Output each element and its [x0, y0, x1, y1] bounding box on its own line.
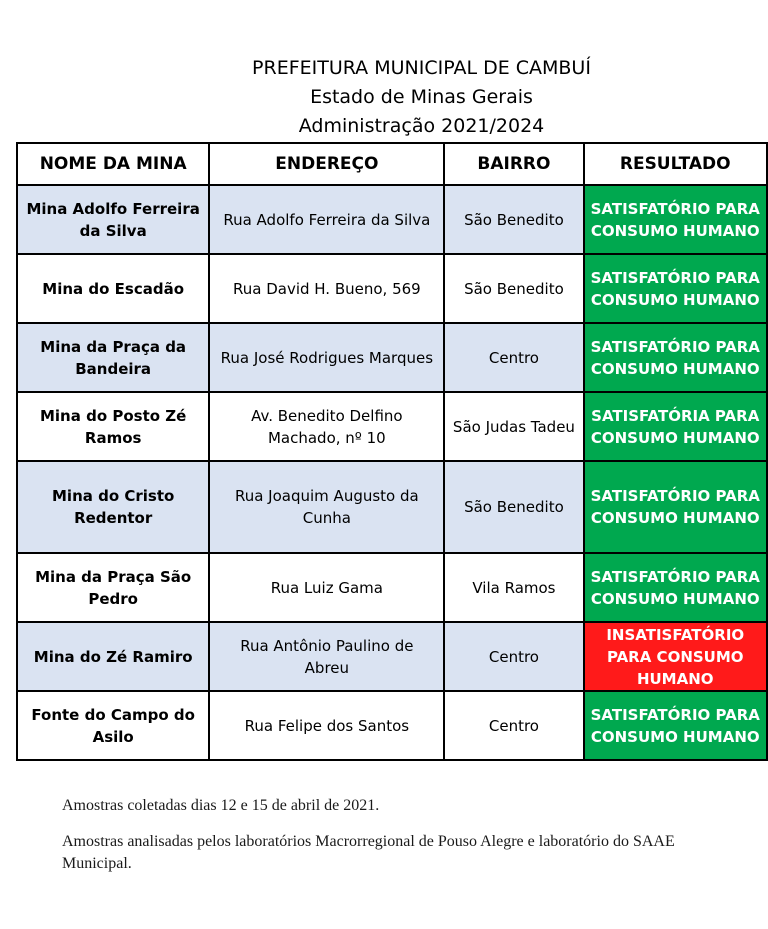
column-header-address: ENDEREÇO — [209, 143, 444, 185]
mine-address: Rua Antônio Paulino de Abreu — [209, 622, 444, 691]
result-badge: SATISFATÓRIO PARA CONSUMO HUMANO — [584, 185, 768, 254]
table-header-row — [17, 143, 767, 185]
table-row — [17, 185, 767, 254]
mine-neighborhood: Centro — [444, 691, 583, 760]
mine-name: Mina do Escadão — [17, 254, 209, 323]
table-row — [17, 392, 767, 461]
mine-neighborhood: Centro — [444, 323, 583, 392]
document-header — [0, 54, 768, 141]
lab-analysis-note: Amostras analisadas pelos laboratórios Macrorregional de Pouso Alegre e laboratório do SAAE — [62, 833, 675, 850]
column-header-name: NOME DA MINA — [17, 143, 209, 185]
table-row — [17, 461, 767, 553]
mine-neighborhood: São Benedito — [444, 185, 583, 254]
lab-analysis-note-continued: Municipal. — [62, 855, 132, 872]
result-badge: SATISFATÓRIO PARA CONSUMO HUMANO — [584, 553, 768, 622]
mine-address: Av. Benedito Delfino Machado, nº 10 — [209, 392, 444, 461]
mine-address: Rua David H. Bueno, 569 — [209, 254, 444, 323]
table-row — [17, 323, 767, 392]
mine-address: Rua Luiz Gama — [209, 553, 444, 622]
result-badge: SATISFATÓRIO PARA CONSUMO HUMANO — [584, 254, 768, 323]
mine-neighborhood: São Benedito — [444, 461, 583, 553]
mine-neighborhood: São Judas Tadeu — [444, 392, 583, 461]
mine-address: Rua Joaquim Augusto da Cunha — [209, 461, 444, 553]
mine-neighborhood: São Benedito — [444, 254, 583, 323]
mine-name: Mina Adolfo Ferreira da Silva — [17, 185, 209, 254]
mine-address: Rua José Rodrigues Marques — [209, 323, 444, 392]
result-badge: INSATISFATÓRIO PARA CONSUMO HUMANO — [584, 622, 768, 691]
table-row — [17, 553, 767, 622]
column-header-result: RESULTADO — [584, 143, 768, 185]
table-row — [17, 622, 767, 691]
mine-neighborhood: Vila Ramos — [444, 553, 583, 622]
mine-name: Mina do Zé Ramiro — [17, 622, 209, 691]
result-badge: SATISFATÓRIA PARA CONSUMO HUMANO — [584, 392, 768, 461]
mine-address: Rua Felipe dos Santos — [209, 691, 444, 760]
mine-name: Fonte do Campo do Asilo — [17, 691, 209, 760]
mine-name: Mina da Praça São Pedro — [17, 553, 209, 622]
mine-name: Mina da Praça da Bandeira — [17, 323, 209, 392]
table-row — [17, 254, 767, 323]
header-state: Estado de Minas Gerais — [310, 86, 533, 108]
column-header-neighborhood: BAIRRO — [444, 143, 583, 185]
water-quality-table — [16, 142, 768, 761]
result-badge: SATISFATÓRIO PARA CONSUMO HUMANO — [584, 461, 768, 553]
result-badge: SATISFATÓRIO PARA CONSUMO HUMANO — [584, 323, 768, 392]
mine-name: Mina do Posto Zé Ramos — [17, 392, 209, 461]
header-administration: Administração 2021/2024 — [298, 115, 545, 137]
header-municipality: PREFEITURA MUNICIPAL DE CAMBUÍ — [252, 57, 591, 79]
table-row — [17, 691, 767, 760]
collection-dates-note: Amostras coletadas dias 12 e 15 de abril de 2021. — [62, 797, 380, 814]
result-badge: SATISFATÓRIO PARA CONSUMO HUMANO — [584, 691, 768, 760]
mine-address: Rua Adolfo Ferreira da Silva — [209, 185, 444, 254]
mine-neighborhood: Centro — [444, 622, 583, 691]
mine-name: Mina do Cristo Redentor — [17, 461, 209, 553]
